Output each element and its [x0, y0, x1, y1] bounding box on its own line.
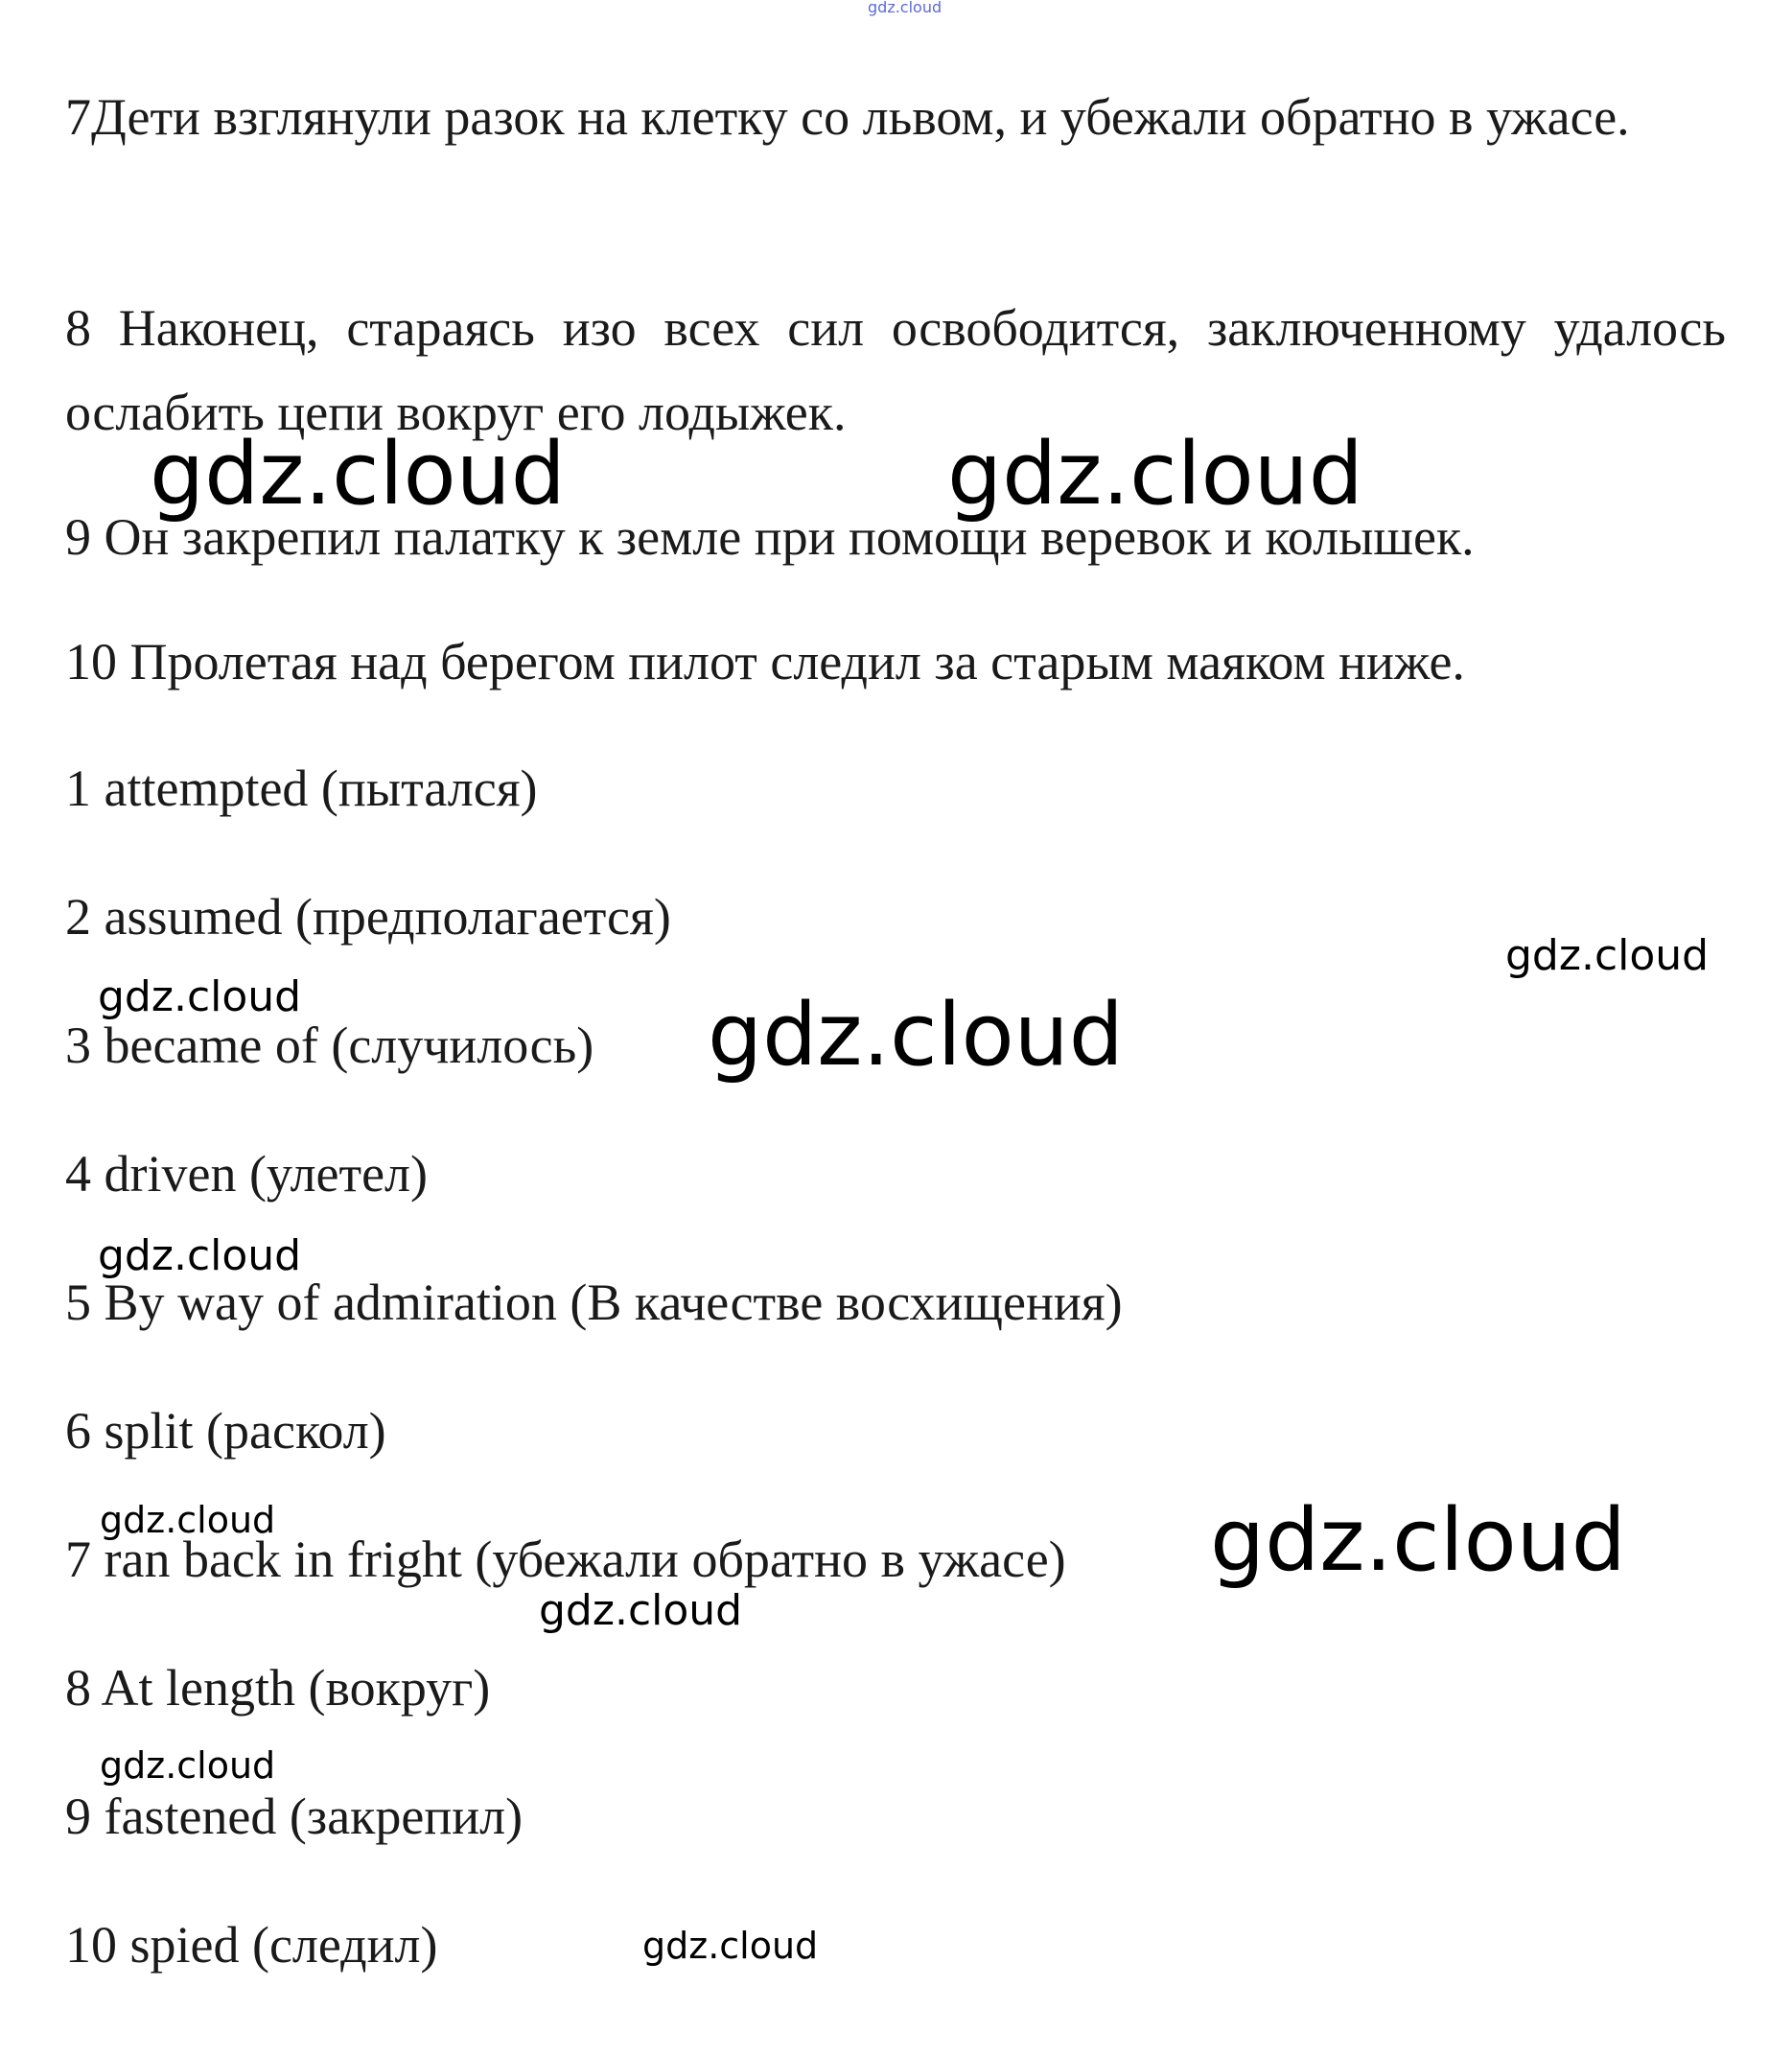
paragraph-10: 10 Пролетая над берегом пилот следил за старым маяком ниже.: [65, 633, 1465, 690]
watermark: gdz.cloud: [1505, 931, 1710, 980]
answer-6: 6 split (раскол): [65, 1402, 386, 1460]
answer-1: 1 attempted (пытался): [65, 760, 538, 817]
paragraph-9: 9 Он закрепил палатку к земле при помощи веревок и колышек.: [65, 508, 1475, 566]
answer-10: 10 spied (следил): [65, 1916, 438, 1974]
answer-8: 8 At length (вокруг): [65, 1659, 491, 1717]
answer-4: 4 driven (улетел): [65, 1145, 428, 1203]
watermark: gdz.cloud: [642, 1925, 819, 1967]
watermark: gdz.cloud: [100, 1499, 276, 1541]
paragraph-8: 8 Наконец, стараясь изо всех сил освободится, заключенному удалось ослабить цепи вокруг его лодыжек.: [65, 299, 1726, 441]
watermark: gdz.cloud: [98, 1231, 302, 1280]
watermark: gdz.cloud: [947, 424, 1363, 525]
watermark: gdz.cloud: [1210, 1490, 1626, 1591]
watermark: gdz.cloud: [539, 1586, 743, 1635]
answer-7: 7 ran back in fright (убежали обратно в ужасе): [65, 1531, 1066, 1588]
answer-3: 3 became of (случилось): [65, 1017, 594, 1074]
watermark: gdz.cloud: [708, 985, 1124, 1086]
watermark: gdz.cloud: [150, 424, 566, 525]
watermark: gdz.cloud: [98, 972, 302, 1021]
watermark: gdz.cloud: [100, 1744, 276, 1787]
paragraph-7: 7Дети взглянули разок на клетку со львом, и убежали обратно в ужасе.: [65, 88, 1630, 146]
answer-2: 2 assumed (предполагается): [65, 888, 671, 946]
answer-5: 5 By way of admiration (В качестве восхищения): [65, 1274, 1123, 1331]
answer-9: 9 fastened (закрепил): [65, 1788, 524, 1845]
header-watermark: gdz.cloud: [868, 0, 943, 16]
